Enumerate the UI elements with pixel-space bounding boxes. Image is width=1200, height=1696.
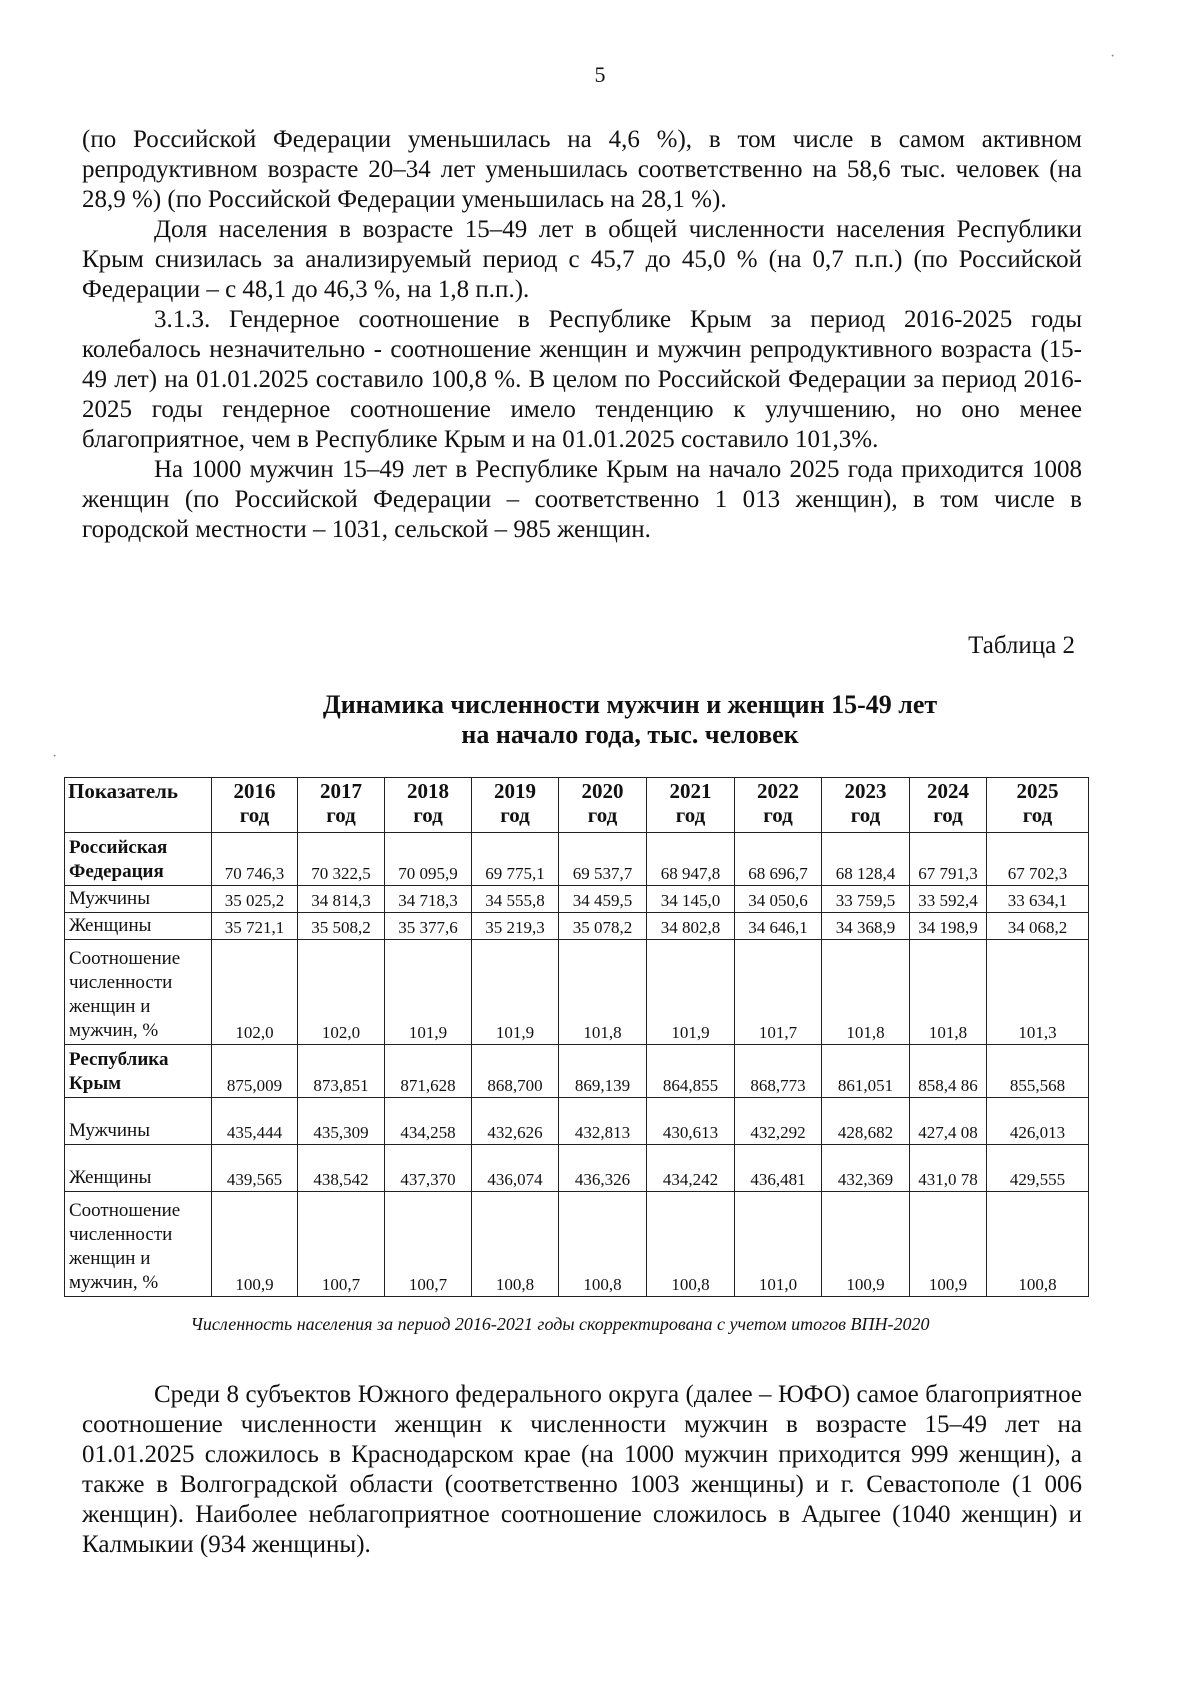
table-row xyxy=(65,886,1089,913)
table-cell: 432,292 xyxy=(735,1098,822,1145)
table-cell: 67 791,3 xyxy=(910,833,987,886)
table-title-line-1: Динамика численности мужчин и женщин 15-49 лет xyxy=(322,690,938,719)
bottom-text xyxy=(82,1380,1082,1560)
paragraph-continuation: (по Российской Федерации уменьшилась на 4,6 %), в том числе в самом активном репродуктивном возрасте 20–34 лет уменьшилась соответственно на 58,6 тыс. человек (на 28,9 %) (по Российской Федерации уменьшилась на 28,1 %). xyxy=(82,126,1082,213)
paragraph-per-1000: На 1000 мужчин 15–49 лет в Республике Крым на начало 2025 года приходится 1008 женщин (по Российской Федерации – соответственно 1 013 женщин), в том числе в городской местности – 1031, сельской – 985 женщин. xyxy=(82,456,1082,543)
table-cell: 428,682 xyxy=(822,1098,910,1145)
table-cell: 35 721,1 xyxy=(212,913,298,940)
table-cell: 34 814,3 xyxy=(298,886,385,913)
table-cell: 35 078,2 xyxy=(559,913,647,940)
table-cell: 68 696,7 xyxy=(735,833,822,886)
table-cell: 69 775,1 xyxy=(472,833,559,886)
table-cell: 100,8 xyxy=(647,1192,735,1297)
row-label: Мужчины xyxy=(65,886,212,913)
table-row xyxy=(65,833,1089,886)
header-year: 2018 год xyxy=(385,778,472,833)
header-year: 2021 год xyxy=(647,778,735,833)
table-cell: 439,565 xyxy=(212,1145,298,1192)
table-cell: 868,773 xyxy=(735,1045,822,1098)
table-cell: 100,8 xyxy=(987,1192,1089,1297)
table-cell: 101,9 xyxy=(472,940,559,1045)
table-cell: 34 050,6 xyxy=(735,886,822,913)
table-cell: 101,9 xyxy=(647,940,735,1045)
row-label: Республика Крым xyxy=(65,1045,212,1098)
table-cell: 102,0 xyxy=(298,940,385,1045)
table-cell: 35 025,2 xyxy=(212,886,298,913)
row-label: Соотношение численности женщин и мужчин, % xyxy=(65,1192,212,1297)
row-label: Соотношение численности женщин и мужчин, % xyxy=(65,940,212,1045)
table-note: Численность населения за период 2016-2021 годы скорректирована с учетом итогов ВПН-2020 xyxy=(190,1314,930,1334)
table-cell: 34 555,8 xyxy=(472,886,559,913)
table-row xyxy=(65,1045,1089,1098)
scan-speck: · xyxy=(52,748,58,765)
table-cell: 855,568 xyxy=(987,1045,1089,1098)
table-cell: 426,013 xyxy=(987,1098,1089,1145)
table-cell: 34 198,9 xyxy=(910,913,987,940)
table-cell: 100,9 xyxy=(822,1192,910,1297)
table-title-line-2: на начало года, тыс. человек xyxy=(461,720,799,749)
table-cell: 67 702,3 xyxy=(987,833,1089,886)
table-cell: 101,7 xyxy=(735,940,822,1045)
table-cell: 34 068,2 xyxy=(987,913,1089,940)
table-cell: 436,481 xyxy=(735,1145,822,1192)
table-row xyxy=(65,940,1089,1045)
table-cell: 864,855 xyxy=(647,1045,735,1098)
table-row xyxy=(65,1192,1089,1297)
table-cell: 100,9 xyxy=(212,1192,298,1297)
table-cell: 102,0 xyxy=(212,940,298,1045)
table-cell: 101,3 xyxy=(987,940,1089,1045)
table-cell: 101,8 xyxy=(910,940,987,1045)
table-cell: 432,813 xyxy=(559,1098,647,1145)
population-table xyxy=(64,777,1089,1297)
table-cell: 34 145,0 xyxy=(647,886,735,913)
table-cell: 100,7 xyxy=(298,1192,385,1297)
header-year: 2022 год xyxy=(735,778,822,833)
table-cell: 34 802,8 xyxy=(647,913,735,940)
table-cell: 33 634,1 xyxy=(987,886,1089,913)
table-cell: 33 592,4 xyxy=(910,886,987,913)
table-cell: 34 459,5 xyxy=(559,886,647,913)
table-cell: 68 947,8 xyxy=(647,833,735,886)
table-cell: 438,542 xyxy=(298,1145,385,1192)
table-cell: 431,0 78 xyxy=(910,1145,987,1192)
table-cell: 34 718,3 xyxy=(385,886,472,913)
table-cell: 873,851 xyxy=(298,1045,385,1098)
table-cell: 427,4 08 xyxy=(910,1098,987,1145)
table-cell: 861,051 xyxy=(822,1045,910,1098)
table-title xyxy=(0,690,1200,750)
table-cell: 436,074 xyxy=(472,1145,559,1192)
table-cell: 437,370 xyxy=(385,1145,472,1192)
paragraph-share: Доля населения в возрасте 15–49 лет в общей численности населения Республики Крым снизилась за анализируемый период с 45,7 до 45,0 % (на 0,7 п.п.) (по Российской Федерации – с 48,1 до 46,3 %, на 1,8 п.п.). xyxy=(82,216,1082,303)
table-cell: 100,7 xyxy=(385,1192,472,1297)
scan-speck: · xyxy=(1110,48,1116,65)
header-year: 2019 год xyxy=(472,778,559,833)
table-cell: 34 368,9 xyxy=(822,913,910,940)
row-label: Мужчины xyxy=(65,1098,212,1145)
header-year: 2016 год xyxy=(212,778,298,833)
table-cell: 101,8 xyxy=(822,940,910,1045)
table-cell: 869,139 xyxy=(559,1045,647,1098)
table-cell: 33 759,5 xyxy=(822,886,910,913)
table-cell: 871,628 xyxy=(385,1045,472,1098)
table-row xyxy=(65,1145,1089,1192)
table-header-row xyxy=(65,778,1089,833)
header-year: 2017 год xyxy=(298,778,385,833)
table-cell: 875,009 xyxy=(212,1045,298,1098)
row-label: Российская Федерация xyxy=(65,833,212,886)
header-year: 2024 год xyxy=(910,778,987,833)
table-cell: 69 537,7 xyxy=(559,833,647,886)
table-cell: 70 746,3 xyxy=(212,833,298,886)
table-cell: 432,369 xyxy=(822,1145,910,1192)
table-cell: 858,4 86 xyxy=(910,1045,987,1098)
header-indicator: Показатель xyxy=(65,778,212,833)
table-cell: 430,613 xyxy=(647,1098,735,1145)
table-cell: 436,326 xyxy=(559,1145,647,1192)
table-cell: 432,626 xyxy=(472,1098,559,1145)
table-cell: 100,8 xyxy=(472,1192,559,1297)
top-text xyxy=(82,125,1082,545)
header-year: 2025 год xyxy=(987,778,1089,833)
table-cell: 101,8 xyxy=(559,940,647,1045)
table-cell: 101,9 xyxy=(385,940,472,1045)
table-cell: 434,258 xyxy=(385,1098,472,1145)
table-cell: 429,555 xyxy=(987,1145,1089,1192)
table-row xyxy=(65,913,1089,940)
table-cell: 35 508,2 xyxy=(298,913,385,940)
paragraph-gender-ratio: 3.1.3. Гендерное соотношение в Республике Крым за период 2016-2025 годы колебалось незначительно - соотношение женщин и мужчин репродуктивного возраста (15-49 лет) на 01.01.2025 составило 100,8 %. В целом по Российской Федерации за период 2016-2025 годы гендерное соотношение имело тенденцию к улучшению, но оно менее благоприятное, чем в Республике Крым и на 01.01.2025 составило 101,3%. xyxy=(82,306,1082,453)
table-cell: 435,309 xyxy=(298,1098,385,1145)
table-cell: 35 219,3 xyxy=(472,913,559,940)
row-label: Женщины xyxy=(65,913,212,940)
table-cell: 70 095,9 xyxy=(385,833,472,886)
table-cell: 34 646,1 xyxy=(735,913,822,940)
header-year: 2023 год xyxy=(822,778,910,833)
row-label: Женщины xyxy=(65,1145,212,1192)
header-year: 2020 год xyxy=(559,778,647,833)
page-number: 5 xyxy=(594,62,606,87)
table-cell: 434,242 xyxy=(647,1145,735,1192)
table-cell: 100,8 xyxy=(559,1192,647,1297)
table-label: Таблица 2 xyxy=(968,632,1075,659)
table-cell: 868,700 xyxy=(472,1045,559,1098)
table-cell: 435,444 xyxy=(212,1098,298,1145)
paragraph-southern-district: Среди 8 субъектов Южного федерального округа (далее – ЮФО) самое благоприятное соотношение численности женщин к численности мужчин в возрасте 15–49 лет на 01.01.2025 сложилось в Краснодарском крае (на 1000 мужчин приходится 999 женщин), а также в Волгоградской области (соответственно 1003 женщины) и г. Севастополе (1 006 женщин). Наиболее неблагоприятное соотношение сложилось в Адыгее (1040 женщин) и Калмыкии (934 женщины). xyxy=(82,1381,1082,1558)
table-cell: 70 322,5 xyxy=(298,833,385,886)
table-row xyxy=(65,1098,1089,1145)
table-cell: 35 377,6 xyxy=(385,913,472,940)
table-cell: 100,9 xyxy=(910,1192,987,1297)
table-cell: 68 128,4 xyxy=(822,833,910,886)
table-cell: 101,0 xyxy=(735,1192,822,1297)
